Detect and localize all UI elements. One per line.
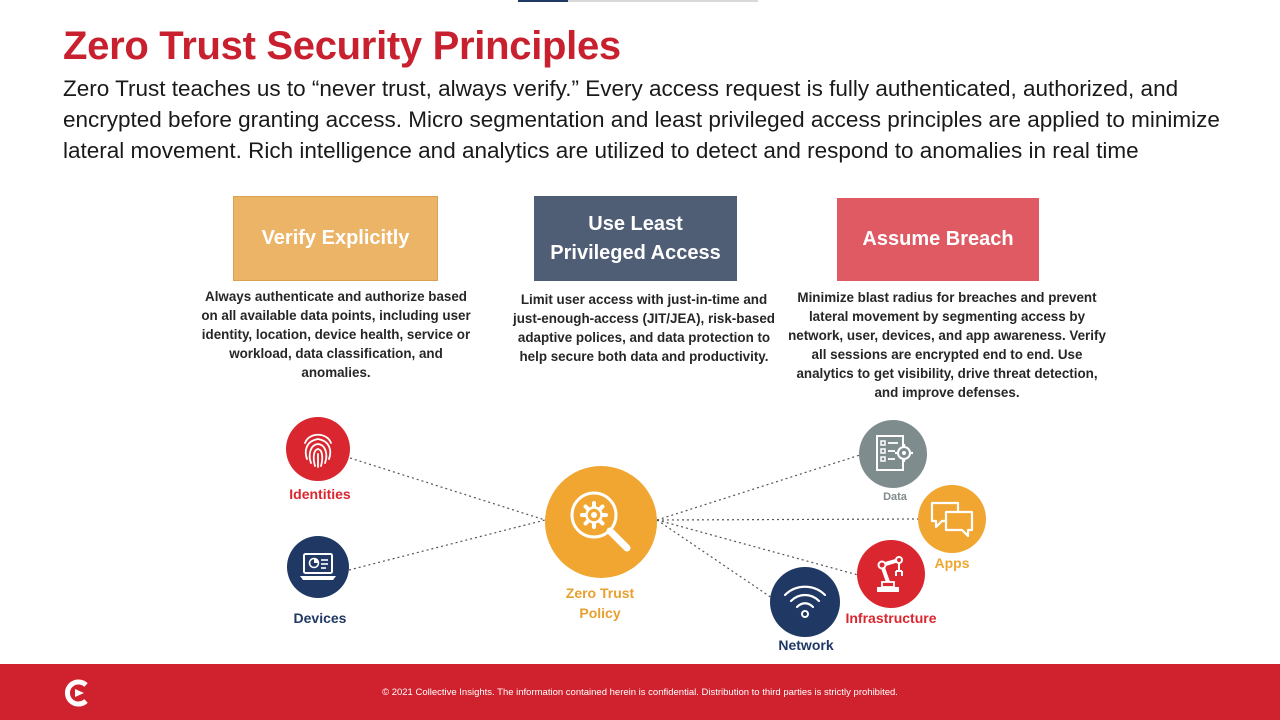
connector-network <box>657 520 772 598</box>
network-node <box>770 567 840 637</box>
principle-box-verify-explicitly: Verify Explicitly <box>233 196 438 281</box>
wifi-icon <box>780 580 830 624</box>
fingerprint-icon <box>299 429 337 469</box>
page-title: Zero Trust Security Principles <box>63 24 621 68</box>
robot-arm-icon <box>868 551 914 597</box>
connector-devices <box>349 520 545 570</box>
network-label: Network <box>778 637 834 653</box>
zero-trust-policy-label <box>540 583 660 623</box>
apps-node <box>918 485 986 553</box>
connector-data <box>657 455 860 520</box>
principle-description-verify: Always authenticate and authorize based on all available data points, including user identity, location, device health, service or workload, data classification, and anomalies. <box>201 289 471 380</box>
identities-label: Identities <box>289 486 351 502</box>
data-label: Data <box>883 491 907 503</box>
data-node <box>859 420 927 488</box>
identities-node <box>286 417 350 481</box>
connector-infrastructure <box>657 520 858 575</box>
principle-heading-least-privileged: Use Least Privileged Access <box>550 212 721 264</box>
apps-label: Apps <box>934 555 970 571</box>
laptop-icon <box>298 551 338 583</box>
devices-node <box>287 536 349 598</box>
intro-paragraph: Zero Trust teaches us to “never trust, always verify.” Every access request is fully authenticated, authorized, and encrypted before granting access. Micro segmentation and least privileged access principles are applied to minimize lateral movement. Rich intelligence and analytics are utilized to detect and respond to anomalies in real time <box>63 76 1220 163</box>
connector-identities <box>350 458 545 520</box>
principle-box-assume-breach: Assume Breach <box>837 198 1039 281</box>
data-checklist-icon <box>870 431 916 477</box>
footer-confidentiality-notice: © 2021 Collective Insights. The information contained herein is confidential. Distribution to third parties is strictly prohibited. <box>382 687 898 698</box>
gear-magnifier-icon <box>561 482 641 562</box>
infrastructure-label: Infrastructure <box>845 610 937 626</box>
zero-trust-policy-node <box>545 466 657 578</box>
devices-label: Devices <box>293 610 347 626</box>
principle-description-assume-breach: Minimize blast radius for breaches and prevent lateral movement by segmenting access by network, user, devices, and app awareness. Verify all sessions are encrypted end to end. Use analytics to get visibility, drive threat detection, and improve defenses. <box>788 290 1106 400</box>
footer-bar <box>0 664 1280 720</box>
chat-bubbles-icon <box>928 497 976 541</box>
infrastructure-node <box>857 540 925 608</box>
principle-description-least-privileged: Limit user access with just-in-time and just-enough-access (JIT/JEA), risk-based adaptive polices, and data protection to help secure both data and productivity. <box>513 292 775 364</box>
zero-trust-policy-label-text: Zero Trust Policy <box>565 585 635 621</box>
connector-apps <box>657 519 918 520</box>
